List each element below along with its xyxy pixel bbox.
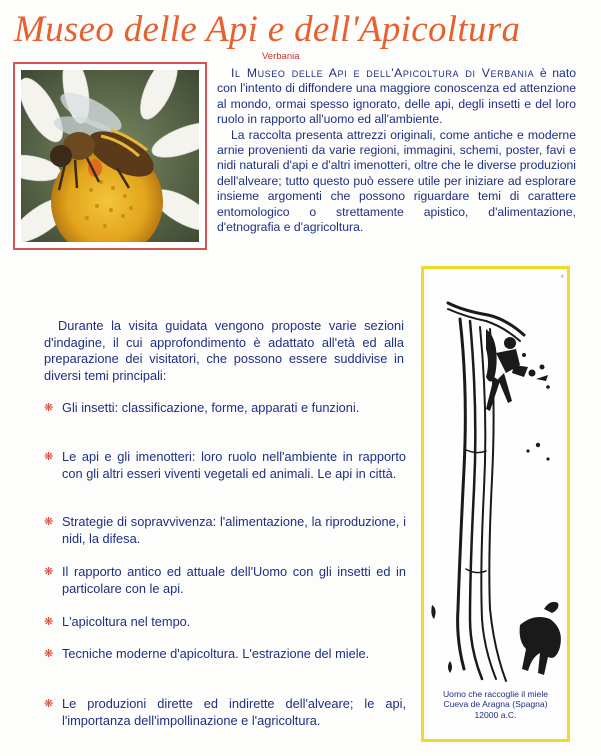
caption-line-1: Uomo che raccoglie il miele — [442, 689, 549, 699]
intro-text — [217, 66, 576, 235]
list-item — [44, 449, 406, 482]
flower-bullet-icon: ❋ — [44, 402, 54, 414]
list-item — [44, 400, 406, 417]
list-item — [44, 646, 406, 663]
topic-text: Il rapporto antico ed attuale dell'Uomo con gli insetti ed in particolare con le api. — [62, 564, 406, 596]
flower-bullet-icon: ❋ — [44, 698, 54, 710]
intro-paragraph-1 — [217, 66, 576, 128]
bee-photo-frame — [13, 62, 207, 250]
topic-text: Le produzioni dirette ed indirette dell'alveare; le api, l'importanza dell'impollinazione e l'agricoltura. — [62, 696, 406, 728]
cave-painting-caption — [424, 689, 567, 720]
topic-text: Tecniche moderne d'apicoltura. L'estrazione del miele. — [62, 646, 370, 661]
topic-text: Le api e gli imenotteri: loro ruolo nell'ambiente in rapporto con gli altri esseri viventi vegetali ed animali. Le api in città. — [62, 449, 406, 481]
page-title: Museo delle Api e dell'Apicoltura — [14, 9, 521, 50]
svg-text:*: * — [560, 273, 564, 283]
flower-bullet-icon: ❋ — [44, 566, 54, 578]
caption-line-3: 12000 a.C. — [474, 709, 517, 720]
page-subtitle: Verbania — [262, 51, 300, 62]
caption-line-2: Cueva de Aragna (Spagna) — [443, 699, 548, 710]
visit-intro-text: Durante la visita guidata vengono proposte varie sezioni d'indagine, il cui approfondimento è adattato all'età ed alla preparazione dei visitatori, che possono essere suddivise in diversi temi principali: — [44, 318, 404, 383]
topic-text: L'apicoltura nel tempo. — [62, 614, 191, 629]
flower-bullet-icon: ❋ — [44, 648, 54, 660]
list-item — [44, 696, 406, 729]
topic-text: Gli insetti: classificazione, forme, apparati e funzioni. — [62, 400, 360, 415]
cave-painting-honey-gatherer-image — [424, 269, 567, 739]
list-item — [44, 564, 406, 597]
topic-text: Strategie di sopravvivenza: l'alimentazione, la riproduzione, i nidi, la difesa. — [62, 514, 406, 546]
list-item — [44, 614, 406, 631]
intro-paragraph-2: La raccolta presenta attrezzi originali, come antiche e moderne arnie provenienti da varie regioni, immagini, schemi, poster, favi e nidi naturali d'api e d'altri imenotteri, oltre che le diverse produzioni dell'alveare; tutto questo può essere utile per iniziare ad esplorare insieme argomenti che possono riguardare temi di carattere entomologico o strettamente apistico, d'alimentazione, d'etnografia e d'agricoltura. — [217, 127, 576, 235]
bee-on-daisy-image — [21, 70, 199, 242]
flower-bullet-icon: ❋ — [44, 516, 54, 528]
museum-name: Il Museo delle Api e dell'Apicoltura di Verbania — [231, 66, 535, 80]
list-item — [44, 514, 406, 547]
flower-bullet-icon: ❋ — [44, 451, 54, 463]
cave-painting-frame — [421, 266, 570, 742]
intro-paragraph-1-rest: è nato con l'intento di diffondere una maggiore conoscenza ed attenzione al mondo, ormai spesso ignorato, delle api, degli insetti e del loro ruolo in rapporto all'uomo ed all'ambiente. — [217, 66, 576, 127]
flower-bullet-icon: ❋ — [44, 616, 54, 628]
